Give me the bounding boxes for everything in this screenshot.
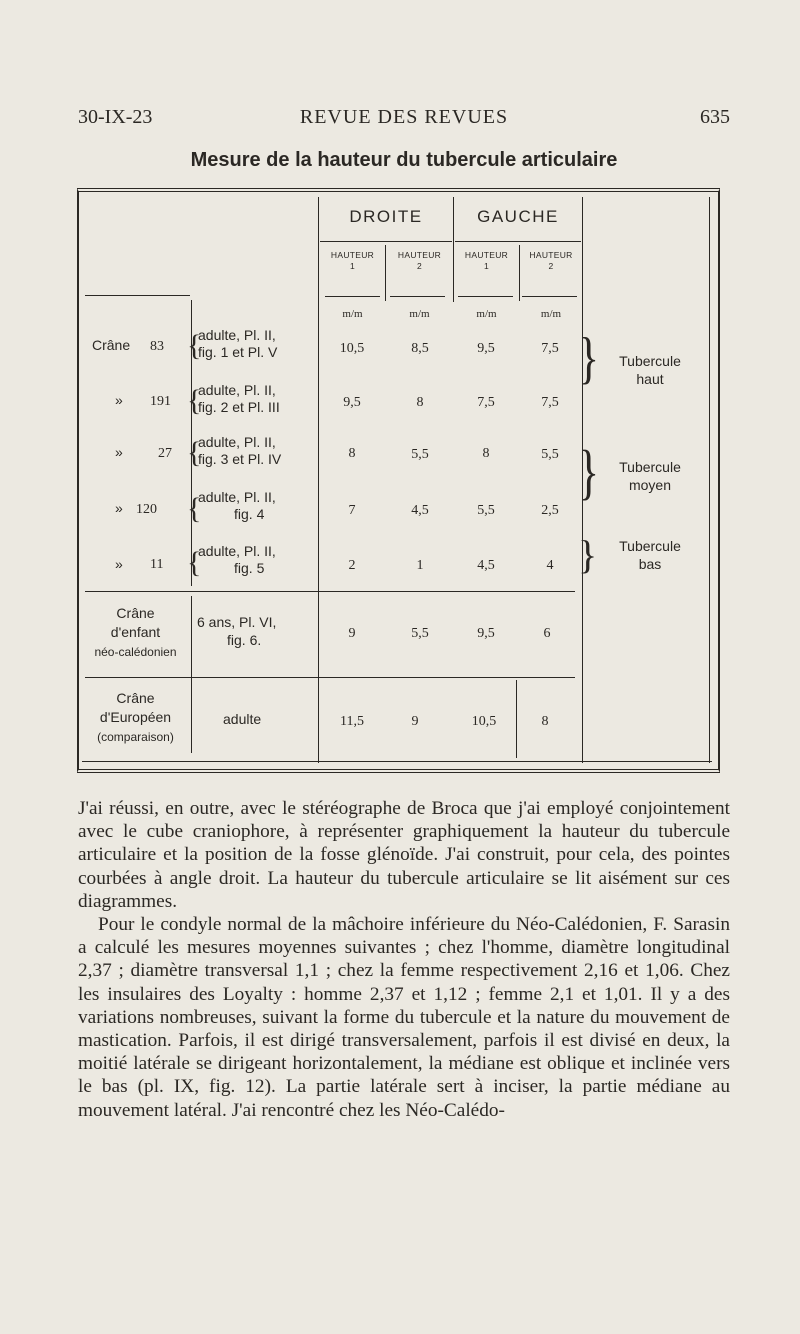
paragraph: Pour le condyle normal de la mâchoire inférieure du Néo-Calédonien, F. Sarasin a calculé les mesures moyennes suivantes ; chez l'homme, diamètre longitudinal 2,37 ; diamètre transversal 1,1 ; chez la femme respectivement 2,16 et 1,06. Chez les insulaires des Loyalty : homme 2,37 et 1,12 ; femme 2,1 et 1,01. Il y a des variations nombreuses, suivant la forme du tubercule et la nature du mouvement de mastication. Parfois, il est dirigé transversalement, parfois il est divisé en deux, la moitié latérale se dirigeant horizontalement, la médiane est oblique et inclinée vers le bas (pl. IX, fig. 12). La partie latérale sert à inciser, la partie médiane au mouvement latéral. J'ai rencontré chez les Néo-Calédo- [78, 914, 730, 1121]
value-gauche-1: 9,5 [477, 341, 495, 356]
unit-label: m/m [540, 308, 562, 320]
specimen-number: 191 [150, 394, 171, 409]
group-brace: } [578, 326, 600, 391]
group-label-haut: Tubercule haut [619, 353, 681, 387]
value-droite-1: 7 [348, 503, 356, 518]
value-gauche-1: 9,5 [477, 626, 495, 641]
value-droite-2: 4,5 [411, 503, 429, 518]
page-number: 635 [700, 106, 730, 128]
value-gauche-2: 8 [541, 714, 549, 729]
row-divider [320, 241, 452, 242]
value-droite-1: 9 [348, 626, 356, 641]
group-label-moyen: Tubercule moyen [619, 459, 681, 493]
col-header: HAUTEUR 2 [397, 250, 442, 271]
col-divider [191, 596, 192, 753]
value-gauche-2: 7,5 [541, 341, 559, 356]
row-divider [85, 591, 575, 592]
value-gauche-1: 8 [482, 446, 490, 461]
specimen-label: » [115, 444, 123, 460]
specimen-label: » [115, 392, 123, 408]
value-gauche-2: 4 [546, 558, 554, 573]
running-header [78, 106, 730, 136]
value-gauche-2: 7,5 [541, 395, 559, 410]
group-header-droite: DROITE [349, 207, 423, 226]
paragraph: J'ai réussi, en outre, avec le stéréographe de Broca que j'ai employé conjointement avec le cube craniophore, à représenter graphiquement la hauteur du tubercule articulaire et la position de la fosse glénoïde. J'ai construit, pour cela, des pointes courbées à angle droit. La hauteur du tubercule articulaire se lit aisément sur ces diagrammes. [78, 798, 730, 912]
value-droite-2: 5,5 [411, 447, 429, 462]
table-title: Mesure de la hauteur du tubercule articulaire [190, 149, 618, 171]
group-brace: } [578, 438, 600, 507]
specimen-number: 27 [158, 446, 172, 461]
value-gauche-2: 6 [543, 626, 551, 641]
row-divider [85, 677, 575, 678]
specimen-label: Crâne d'Européen (comparaison) [97, 690, 174, 744]
row-divider [455, 241, 581, 242]
specimen-desc: adulte [223, 711, 262, 727]
specimen-label: » [115, 500, 123, 516]
specimen-desc: adulte, Pl. II, fig. 1 et Pl. V [198, 327, 278, 360]
col-divider [516, 680, 517, 758]
value-droite-2: 8 [416, 395, 424, 410]
body-text [78, 797, 730, 1122]
row-divider [85, 295, 190, 296]
specimen-desc: adulte, Pl. II, fig. 3 et Pl. IV [198, 434, 282, 467]
row-divider [522, 296, 577, 297]
specimen-number: 83 [150, 339, 164, 354]
row-divider [82, 761, 712, 762]
value-droite-2: 9 [411, 714, 419, 729]
specimen-label: Crâne [92, 337, 131, 353]
value-droite-1: 9,5 [343, 395, 361, 410]
specimen-desc: adulte, Pl. II, fig. 2 et Pl. III [198, 382, 280, 415]
specimen-desc: 6 ans, Pl. VI, fig. 6. [197, 614, 277, 648]
value-gauche-1: 7,5 [477, 395, 495, 410]
value-gauche-1: 10,5 [471, 714, 497, 729]
specimen-number: 11 [150, 557, 164, 572]
value-droite-2: 5,5 [411, 626, 429, 641]
unit-label: m/m [409, 308, 430, 320]
value-droite-1: 10,5 [339, 341, 365, 356]
col-divider [318, 197, 319, 763]
unit-label: m/m [476, 308, 497, 320]
value-droite-1: 8 [348, 446, 356, 461]
specimen-label: Crâne d'enfant néo-calédonien [94, 605, 177, 659]
col-divider [709, 197, 710, 763]
specimen-number: 120 [136, 502, 157, 517]
row-divider [458, 296, 513, 297]
group-brace: } [578, 532, 598, 577]
value-droite-1: 2 [348, 558, 356, 573]
brace: { [187, 329, 202, 362]
unit-label: m/m [342, 308, 363, 320]
value-droite-2: 8,5 [411, 341, 429, 356]
row-divider [325, 296, 380, 297]
group-label-bas: Tubercule bas [619, 538, 681, 572]
brace: { [187, 492, 202, 525]
value-gauche-2: 2,5 [541, 503, 559, 518]
specimen-desc: adulte, Pl. II, fig. 4 [198, 489, 276, 522]
brace: { [187, 436, 202, 469]
specimen-desc: adulte, Pl. II, fig. 5 [198, 543, 276, 576]
value-droite-1: 11,5 [340, 714, 364, 729]
header-date: 30-IX-23 [78, 106, 153, 128]
value-gauche-1: 5,5 [477, 503, 495, 518]
header-journal-title: REVUE DES REVUES [299, 106, 509, 128]
row-divider [390, 296, 445, 297]
col-header: HAUTEUR 1 [330, 250, 375, 271]
value-droite-2: 1 [416, 558, 424, 573]
value-gauche-1: 4,5 [477, 558, 495, 573]
col-header: HAUTEUR 2 [529, 250, 573, 271]
group-header-gauche: GAUCHE [477, 207, 559, 226]
value-gauche-2: 5,5 [541, 447, 559, 462]
specimen-label: » [115, 556, 123, 572]
brace: { [187, 546, 202, 579]
brace: { [187, 384, 202, 417]
col-header: HAUTEUR 1 [464, 250, 509, 271]
